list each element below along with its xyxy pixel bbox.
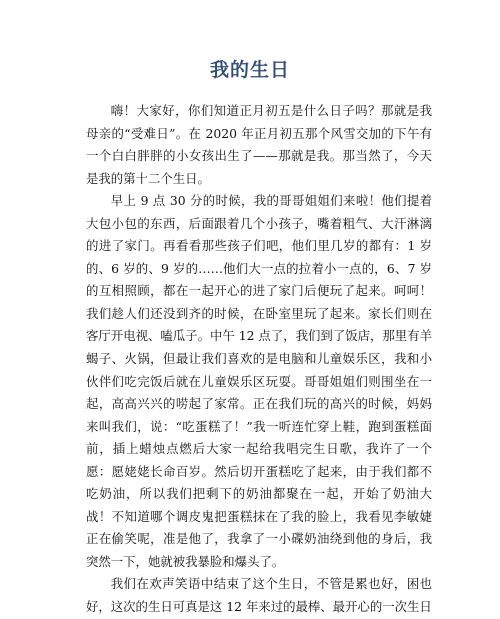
document-body	[86, 100, 432, 619]
paragraph-intro: 嗨！大家好，你们知道正月初五是什么日子吗？那就是我母亲的“受难日”。在 2020 年正月初五那个风雪交加的下午有一个白白胖胖的小女孩出生了——那就是我。那当然了，今天是我的第十二个生日。	[86, 103, 432, 186]
paragraph-celebration: 早上 9 点 30 分的时候，我的哥哥姐姐们来啦！他们提着大包小包的东西，后面跟着几个小孩子，嘴着粗气、大汗淋漓的进了家门。再看看那些孩子们吧，他们里几岁的都有：1 岁的、6 岁的、9 岁的……他们大一点的拉着小一点的，6、7 岁的互相照顾，都在一起开心的进了家门后便玩了起来。呵呵！我们趁人们还没到齐的时候，在卧室里玩了起来。家长们则在客厅开电视、嗑瓜子。中午 12 点了，我们到了饭店，那里有羊蝎子、火锅，但最让我们喜欢的是电脑和儿童娱乐区，我和小伙伴们吃完饭后就在儿童娱乐区玩耍。哥哥姐姐们则围坐在一起，高高兴兴的唠起了家常。正在我们玩的高兴的时候，妈妈来叫我们，说：“吃蛋糕了！”我一听连忙穿上鞋，跑到蛋糕面前，插上蜡烛点燃后大家一起给我唱完生日歌，我许了一个愿：愿姥姥长命百岁。然后切开蛋糕吃了起来，由于我们都不吃奶油，所以我们把剩下的奶油都聚在一起，开始了奶油大战！不知道哪个调皮鬼把蛋糕抹在了我的脸上，我看见李敏婕正在偷笑呢，准是他了，我拿了一小碟奶油绕到他的身后，我突然一下，她就被我暴脸和爆头了。	[86, 193, 432, 569]
paragraph-ending: 我们在欢声笑语中结束了这个生日，不管是累也好，困也好，这次的生日可真是这 12 年来过的最棒、最开心的一次生日	[86, 576, 432, 615]
document-title: 我的生日	[209, 59, 290, 81]
